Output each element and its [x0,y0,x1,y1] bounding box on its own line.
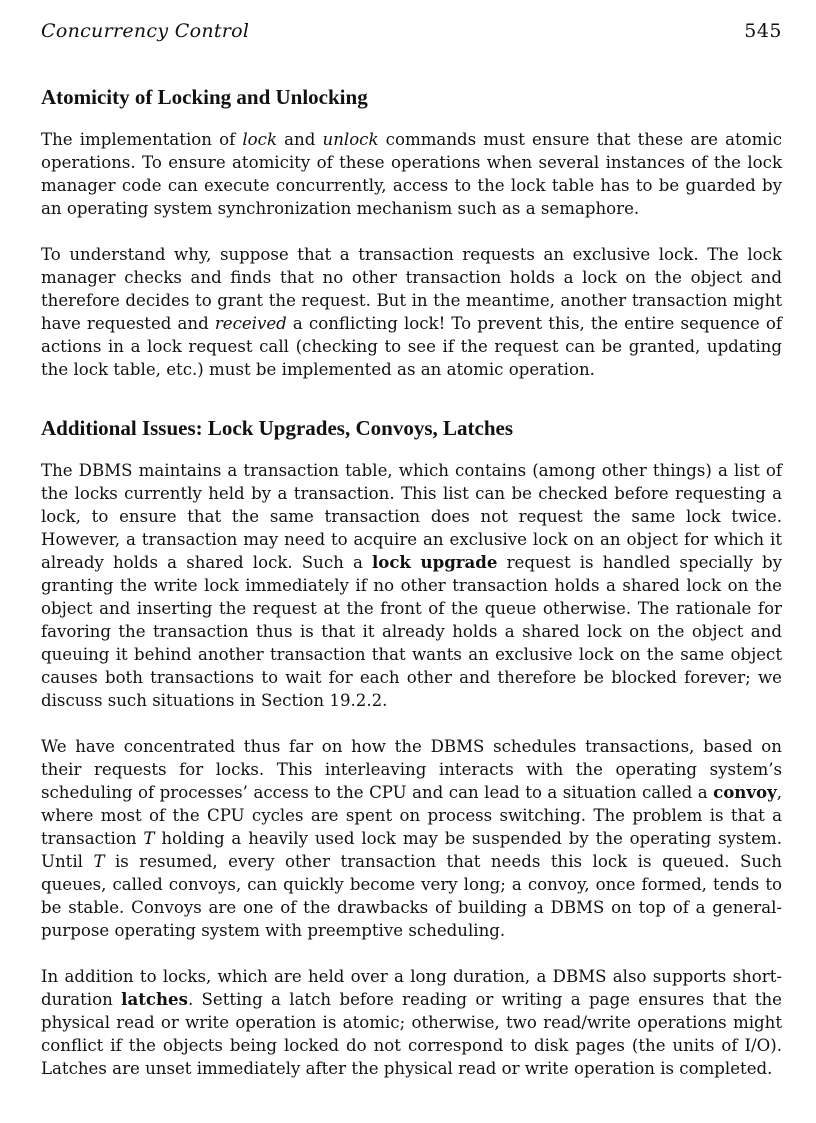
text-run: To understand why, suppose that a transaction requests an exclusive lock. The lock manager checks and finds that no other transaction holds a lock on the object and therefore decides to grant the request. But in the meantime, another transaction might have requested and [41,245,782,333]
math-variable-t: T [143,829,155,848]
term-latches: latches [121,989,188,1009]
paragraph-latches [41,965,782,1080]
text-run: The DBMS maintains a transaction table, which contains (among other things) a list of the locks currently held by a transaction. This list can be checked before requesting a lock, to ensure that the same transaction does not request the same lock twice. However, a transaction may need to acquire an exclusive lock on an object for which it already holds a shared lock. Such a [41,461,782,572]
text-run: commands must ensure that these are atomic operations. To ensure atomicity of these operations when several instances of the lock manager code can execute concurrently, access to the lock table has to be guarded by an operating system synchronization mechanism such as a semaphore. [41,130,782,218]
emphasis-received: received [214,314,287,333]
paragraph-lock-upgrade [41,459,782,712]
text-run: request is handled specially by granting the write lock immediately if no other transaction holds a shared lock on the object and inserting the request at the front of the queue otherwise. The rationale for favoring the transaction thus is that it already holds a shared lock on the object and queuing it behind another transaction that wants an exclusive lock on the same object causes both transactions to wait for each other and therefore be blocked forever; we discuss such situations in Section 19.2.2. [41,553,782,710]
text-run: . Setting a latch before reading or writing a page ensures that the physical read or write operation is atomic; otherwise, two read/write operations might conflict if the objects being locked do not correspond to disk pages (the units of I/O). Latches are unset immediately after the physical read or write operation is completed. [41,990,782,1078]
term-lock-upgrade: lock upgrade [371,552,498,572]
math-variable-t: T [93,852,105,871]
paragraph-atomic-commands [41,128,782,220]
running-title: Concurrency Control [41,20,250,42]
text-run: is resumed, every other transaction that needs this lock is queued. Such queues, called convoys, can quickly become very long; a convoy, once formed, tends to be stable. Convoys are one of the drawbacks of building a DBMS on top of a general-purpose operating system with preemptive scheduling. [41,852,782,940]
section-heading-additional-issues: Additional Issues: Lock Upgrades, Convoys, Latches [41,416,513,440]
document-page [41,20,782,1080]
text-run: The implementation of [41,130,243,149]
text-run: In addition to locks, which are held over a long duration, a DBMS also supports short-duration [41,967,782,1009]
text-run: and [277,130,323,149]
text-run: holding a heavily used lock may be suspended by the operating system. Until [41,829,782,871]
text-run: , where most of the CPU cycles are spent on process switching. The problem is that a transaction [41,783,782,848]
text-run: a conflicting lock! To prevent this, the entire sequence of actions in a lock request call (checking to see if the request can be granted, updating the lock table, etc.) must be implemented as an atomic operation. [41,314,782,379]
running-header [41,20,782,50]
text-run: We have concentrated thus far on how the DBMS schedules transactions, based on their requests for locks. This interleaving interacts with the operating system’s scheduling of processes’ access to the CPU and can lead to a situation called a [41,737,782,802]
paragraph-convoy [41,735,782,942]
term-convoy: convoy [713,782,777,802]
section-heading-atomicity: Atomicity of Locking and Unlocking [41,85,368,109]
paragraph-why-atomic [41,243,782,381]
emphasis-lock: lock [242,130,278,149]
page-number: 545 [744,20,782,42]
emphasis-unlock: unlock [322,130,379,149]
